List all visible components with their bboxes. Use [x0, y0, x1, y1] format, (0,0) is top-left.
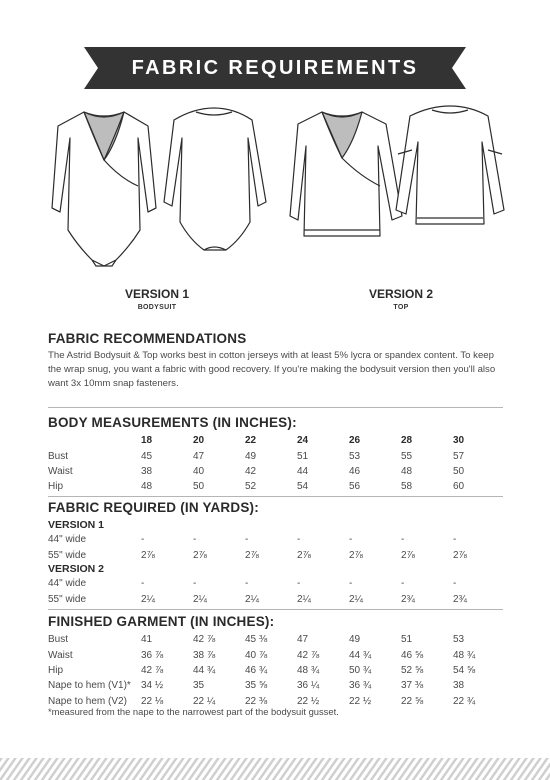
size-header: 18 [141, 435, 153, 447]
cell: - [297, 578, 301, 590]
cell: 48 [141, 481, 153, 493]
cell: 38 [141, 465, 153, 477]
row-label: Nape to hem (V2) [48, 695, 127, 707]
divider [48, 407, 503, 408]
cell: 60 [453, 481, 465, 493]
cell: 49 [245, 450, 257, 462]
cell: 2¼ [141, 593, 155, 605]
cell: 52 ⅝ [401, 664, 424, 676]
cell: 49 [349, 634, 361, 646]
cell: 50 [453, 465, 465, 477]
size-header: 30 [453, 435, 465, 447]
cell: 47 [193, 450, 205, 462]
finished-garment-table [48, 632, 505, 709]
cell: 46 ⅝ [401, 649, 424, 661]
cell: 22 ¼ [193, 695, 216, 707]
cell: 47 [297, 634, 309, 646]
cell: - [349, 534, 353, 546]
version-2-sub: TOP [393, 304, 409, 311]
recommendations-text: The Astrid Bodysuit & Top works best in cotton jerseys with at least 5% lycra or spandex content. To keep the wrap snug, you want a fabric with good recovery. If you're making the bodysuit version then you'll also want 3x 10mm snap fasteners. [48, 350, 496, 389]
version-2-label: VERSION 2 [368, 287, 434, 301]
fabric-v2-table [48, 576, 505, 607]
cell: 54 [297, 481, 309, 493]
finished-garment-heading: FINISHED GARMENT (IN INCHES): [48, 614, 275, 629]
divider [48, 609, 503, 610]
cell: 2¾ [401, 593, 415, 605]
cell: 2⅞ [349, 549, 363, 561]
bodysuit-front-illustration [52, 112, 156, 266]
cell: - [193, 578, 197, 590]
cell: 2¼ [193, 593, 207, 605]
page-title: FABRIC REQUIREMENTS [131, 57, 419, 79]
cell: - [297, 534, 301, 546]
table-row [48, 576, 505, 591]
cell: - [349, 578, 353, 590]
bodysuit-illustration [44, 98, 274, 278]
size-header: 26 [349, 435, 361, 447]
cell: 53 [453, 634, 465, 646]
cell: - [401, 578, 405, 590]
cell: 34 ½ [141, 680, 164, 692]
cell: 2⅞ [141, 549, 155, 561]
cell: 36 ¼ [297, 680, 320, 692]
cell: 50 ¾ [349, 664, 372, 676]
row-label: Bust [48, 634, 69, 646]
cell: 45 ⅜ [245, 634, 268, 646]
cell: 42 ⅞ [193, 634, 216, 646]
cell: 22 ⅝ [401, 695, 424, 707]
title-banner [84, 47, 466, 89]
cell: 50 [193, 481, 205, 493]
version-1-label: VERSION 1 [124, 287, 190, 301]
bodysuit-back-illustration [164, 108, 266, 250]
cell: 56 [349, 481, 361, 493]
cell: 38 [453, 680, 465, 692]
cell: 42 [245, 465, 257, 477]
cell: - [453, 578, 457, 590]
cell: 55 [401, 450, 413, 462]
cell: 2¾ [453, 593, 467, 605]
table-row [48, 678, 505, 693]
cell: 38 ⅞ [193, 649, 216, 661]
row-label: Waist [48, 465, 73, 477]
fabric-required-heading: FABRIC REQUIRED (IN YARDS): [48, 500, 259, 515]
cell: 57 [453, 450, 465, 462]
table-row [48, 547, 505, 562]
cell: - [401, 534, 405, 546]
cell: 35 ⅝ [245, 680, 268, 692]
cell: 44 ¾ [349, 649, 372, 661]
version-1-subheading: VERSION 1 [48, 519, 105, 531]
cell: 46 [349, 465, 361, 477]
cell: 45 [141, 450, 153, 462]
table-row [48, 663, 505, 678]
cell: 46 ¾ [245, 664, 268, 676]
cell: 2⅞ [245, 549, 259, 561]
divider [48, 496, 503, 497]
table-row [48, 647, 505, 662]
row-label: Hip [48, 664, 64, 676]
cell: 2¼ [245, 593, 259, 605]
cell: 22 ½ [349, 695, 372, 707]
cell: 44 ¾ [193, 664, 216, 676]
cell: 41 [141, 634, 153, 646]
cell: 51 [401, 634, 413, 646]
body-measurements-table [48, 433, 505, 495]
striped-footer-icon [0, 758, 550, 780]
cell: - [141, 534, 145, 546]
cell: 58 [401, 481, 413, 493]
cell: 40 ⅞ [245, 649, 268, 661]
table-row [48, 532, 505, 547]
cell: 2⅞ [297, 549, 311, 561]
cell: 36 ⅞ [141, 649, 164, 661]
cell: 40 [193, 465, 205, 477]
size-header: 20 [193, 435, 205, 447]
cell: 51 [297, 450, 309, 462]
table-row [48, 479, 505, 494]
cell: 22 ¾ [453, 695, 476, 707]
cell: 22 ⅛ [141, 695, 164, 707]
cell: 37 ⅜ [401, 680, 424, 692]
cell: 44 [297, 465, 309, 477]
table-row [48, 632, 505, 647]
cell: 22 ½ [297, 695, 320, 707]
cell: 22 ⅜ [245, 695, 268, 707]
cell: - [245, 578, 249, 590]
row-label: 44" wide [48, 578, 87, 590]
row-label: 55" wide [48, 593, 87, 605]
cell: 52 [245, 481, 257, 493]
fabric-v1-table [48, 532, 505, 563]
row-label: Nape to hem (V1)* [48, 680, 131, 692]
row-label: 44" wide [48, 534, 87, 546]
cell: 42 ⅞ [297, 649, 320, 661]
size-header: 24 [297, 435, 309, 447]
body-measurements-heading: BODY MEASUREMENTS (IN INCHES): [48, 415, 297, 430]
cell: 48 ¾ [453, 649, 476, 661]
top-illustration [286, 98, 516, 278]
version-1-sub: BODYSUIT [137, 304, 177, 311]
footnote: *measured from the nape to the narrowest part of the bodysuit gusset. [48, 706, 339, 717]
row-label: Bust [48, 450, 69, 462]
cell: 36 ¾ [349, 680, 372, 692]
table-row [48, 448, 505, 463]
cell: 2⅞ [401, 549, 415, 561]
row-label: Waist [48, 649, 73, 661]
cell: 2⅞ [193, 549, 207, 561]
table-row [48, 464, 505, 479]
cell: 53 [349, 450, 361, 462]
size-header: 22 [245, 435, 257, 447]
cell: 54 ⅝ [453, 664, 476, 676]
version-2-subheading: VERSION 2 [48, 563, 105, 575]
table-row [48, 591, 505, 606]
cell: 48 ¾ [297, 664, 320, 676]
cell: 48 [401, 465, 413, 477]
top-front-illustration [290, 112, 402, 236]
recommendations-heading: FABRIC RECOMMENDATIONS [48, 331, 247, 346]
top-back-illustration [396, 106, 504, 224]
cell: 42 ⅞ [141, 664, 164, 676]
row-label: Hip [48, 481, 64, 493]
cell: - [453, 534, 457, 546]
cell: - [141, 578, 145, 590]
cell: 2¼ [297, 593, 311, 605]
size-header: 28 [401, 435, 413, 447]
size-header-row [48, 433, 505, 448]
cell: 2¼ [349, 593, 363, 605]
cell: 35 [193, 680, 205, 692]
cell: - [245, 534, 249, 546]
cell: - [193, 534, 197, 546]
cell: 2⅞ [453, 549, 467, 561]
row-label: 55" wide [48, 549, 87, 561]
